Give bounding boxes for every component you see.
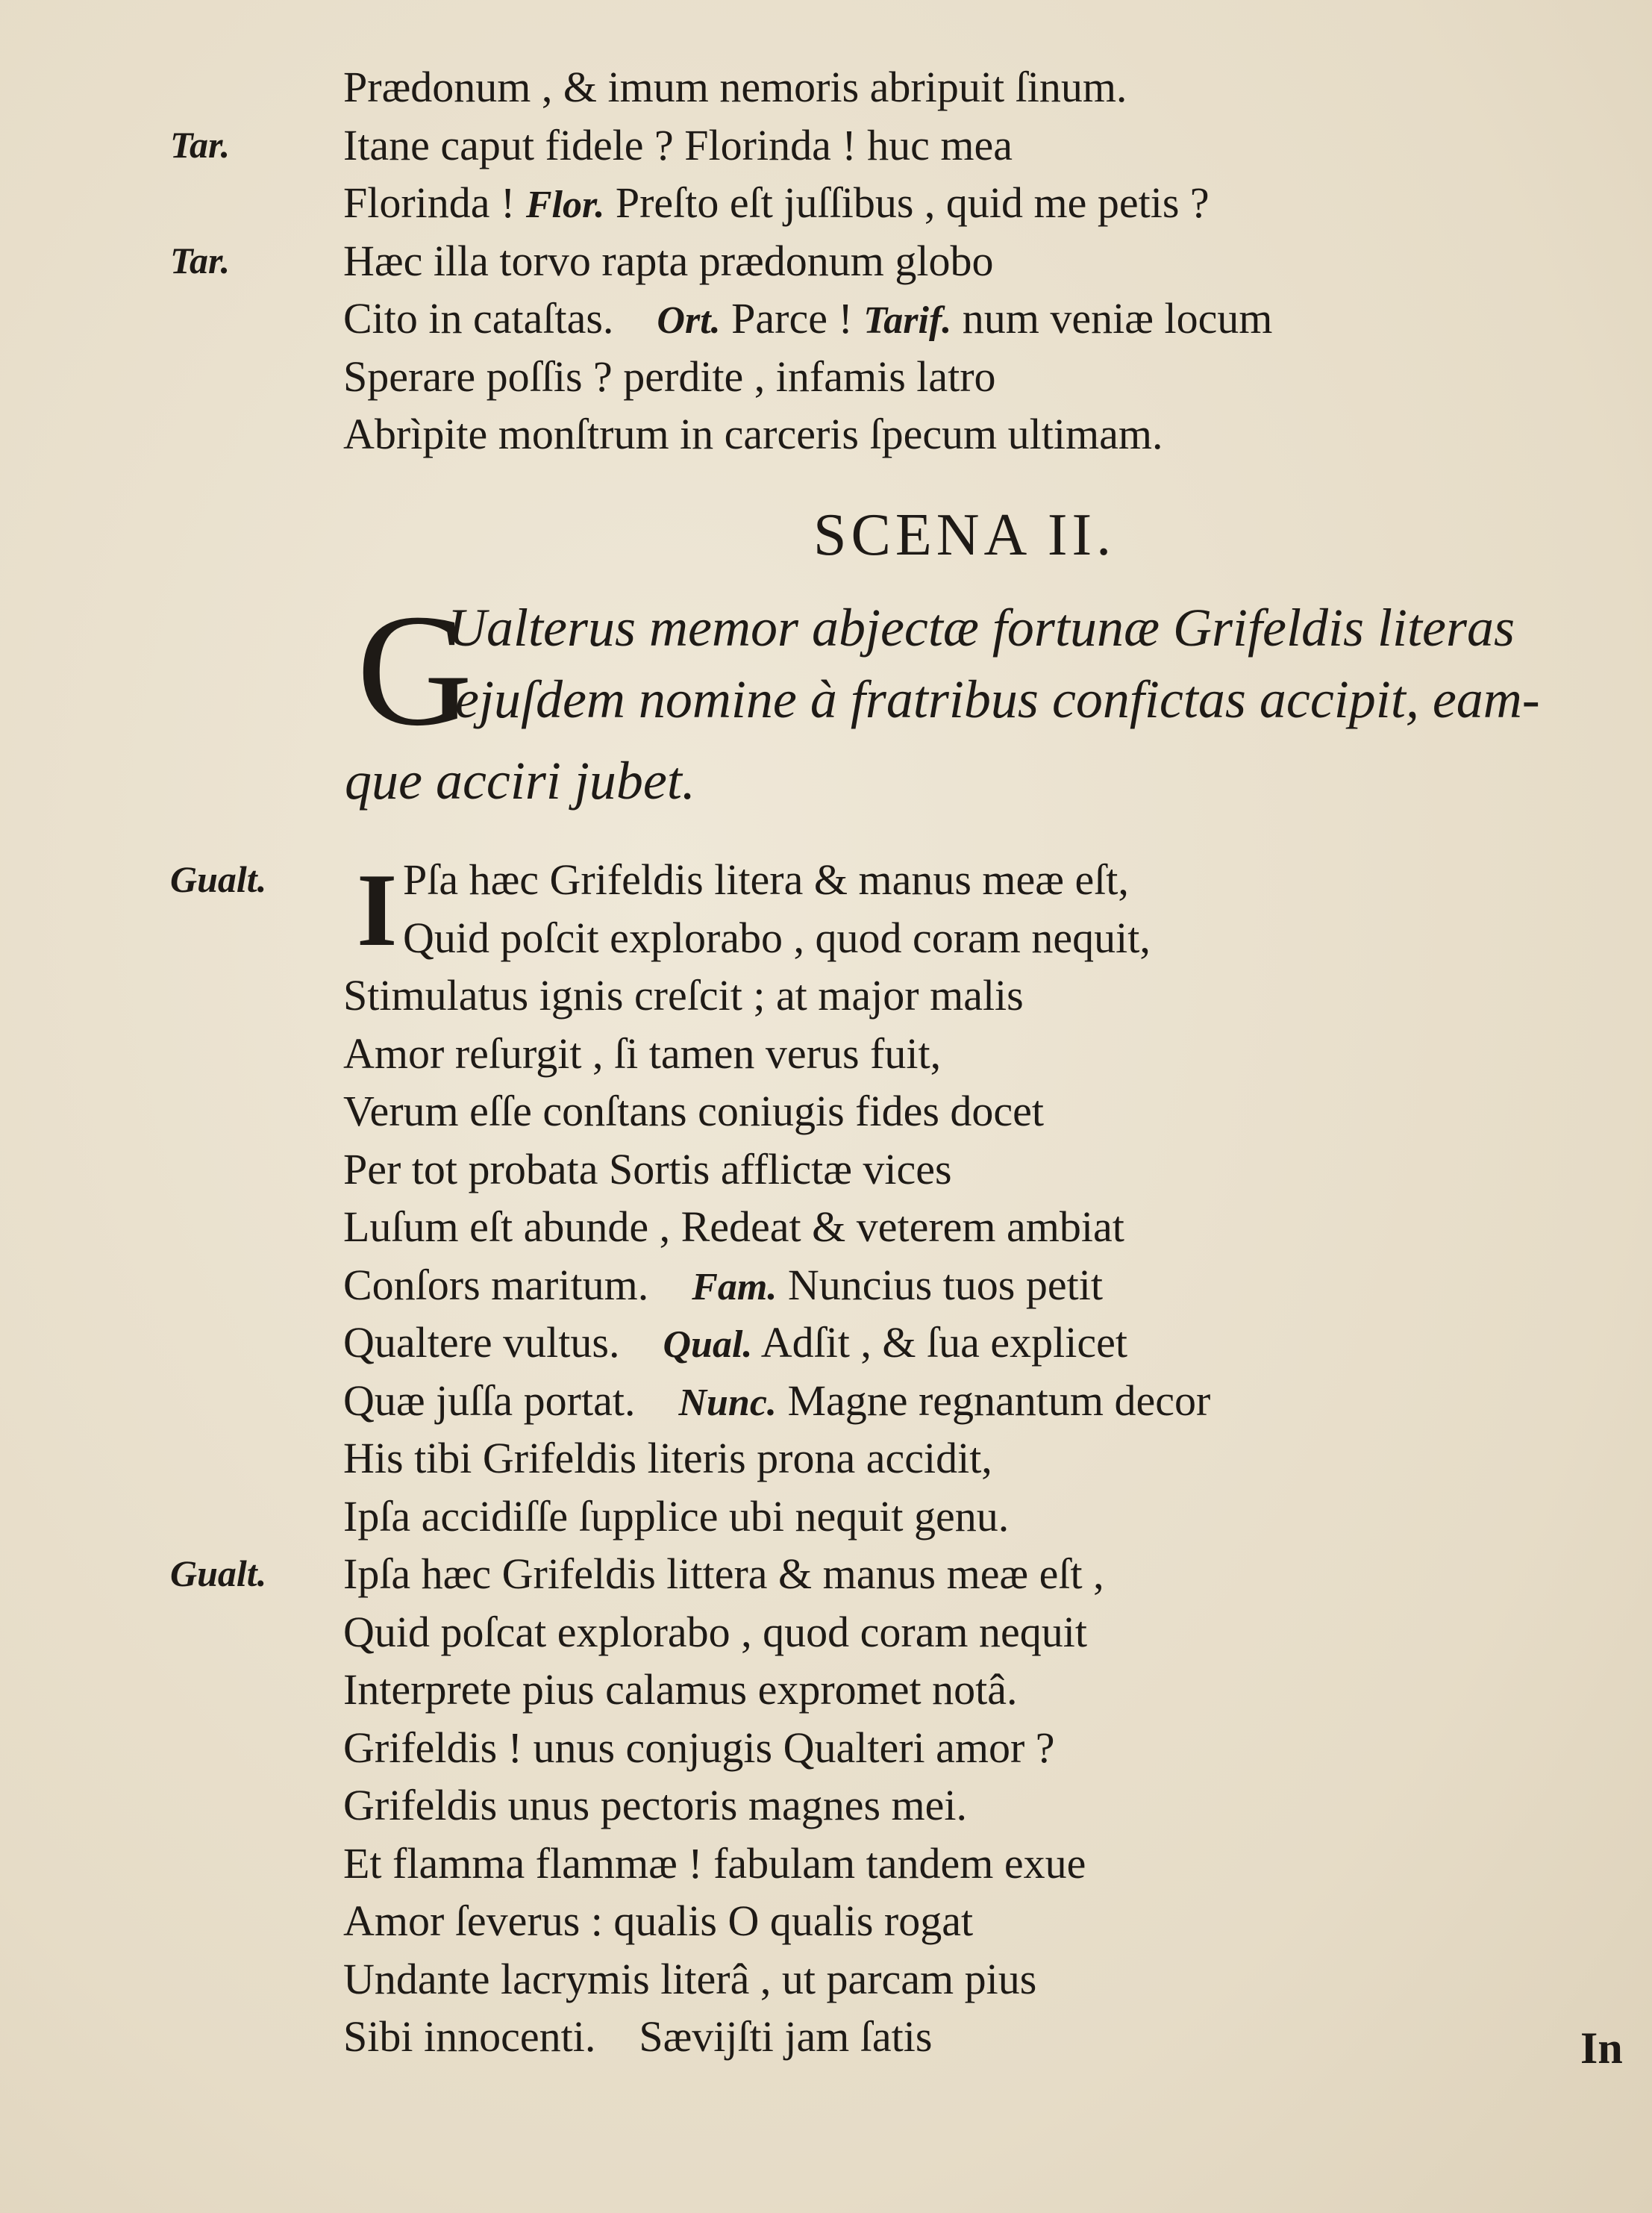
text-segment: Interprete pius calamus expromet notâ. [343,1665,1018,1714]
inline-speaker: Nunc. [678,1381,777,1424]
argument-line: Ualterus memor abjectæ fortunæ Grifeldis literas [448,598,1515,658]
text-segment: Luſum eſt abunde , Redeat & veterem ambiat [343,1202,1124,1251]
inline-speaker: Qual. [663,1323,753,1366]
verse-line [0,1082,1652,1140]
text-segment: Pſa hæc Grifeldis litera & manus meæ eſt, [403,855,1129,904]
line-text [343,1603,1087,1661]
text-segment: Itane caput fidele ? Florinda ! huc mea [343,120,1013,169]
text-segment: Hæc illa torvo rapta prædonum globo [343,236,994,285]
inline-speaker: Fam. [692,1265,777,1308]
line-text [343,1429,992,1488]
text-segment: Amor reſurgit , ſi tamen verus fuit, [343,1029,942,1078]
verse-line [0,1776,1652,1835]
verse-line [0,174,1652,232]
text-segment: Quid poſcit explorabo , quod coram nequit, [403,913,1151,962]
verse-line [0,1603,1652,1661]
verse-line [0,1950,1652,2008]
line-text [343,1719,1055,1777]
line-text [343,1545,1104,1603]
line-text [343,1661,1018,1719]
verse-drop-initial: I [357,852,398,968]
line-text [343,1835,1086,1893]
text-segment: Adſit , & ſua explicet [752,1318,1127,1367]
text-segment: Per tot probata Sortis afflictæ vices [343,1144,952,1193]
speaker-label: Tar. [170,123,231,166]
speaker-label: Gualt. [170,1552,267,1594]
verse-line [0,1025,1652,1083]
verse-line [0,1314,1652,1372]
line-text [403,851,1129,909]
text-segment: Grifeldis unus pectoris magnes mei. [343,1781,967,1829]
line-text [343,1198,1124,1256]
verse-line [0,1719,1652,1777]
text-segment: Amor ſeverus : qualis O qualis rogat [343,1897,974,1945]
line-text [343,1082,1044,1140]
line-text [403,909,1151,967]
inline-speaker: Flor. [525,184,605,226]
verse-line [0,1488,1652,1546]
verse-line [0,1661,1652,1719]
line-text [343,1372,1210,1432]
inline-speaker: Tarif. [863,299,952,342]
speaker-label: Tar. [170,239,231,281]
line-text [343,2008,932,2066]
text-segment: Undante lacrymis literâ , ut parcam pius [343,1954,1037,2003]
argument-line: que acciri jubet. [345,751,695,811]
scene-title: SCENA II. [813,502,1116,568]
text-segment: Sibi innocenti. Sævijſti jam ſatis [343,2012,933,2061]
verse-line [0,1372,1652,1430]
line-text [343,1025,941,1083]
verse-line [0,967,1652,1025]
line-text [343,1488,1009,1546]
text-segment: Ipſa accidiſſe ſupplice ubi nequit genu. [343,1491,1010,1541]
verse-line [0,1140,1652,1199]
verse-line [0,1429,1652,1488]
line-text [343,1776,967,1835]
line-text [343,232,993,290]
text-segment: Nuncius tuos petit [777,1260,1103,1309]
line-text [343,1892,973,1950]
verse-line [0,2008,1652,2066]
verse-line [0,1545,1652,1603]
verse-line [0,851,1652,909]
line-text [343,1256,1103,1317]
text-segment: Florinda ! [343,178,526,227]
text-segment: Ipſa hæc Grifeldis littera & manus meæ eſt , [343,1549,1104,1598]
text-segment: Conſors maritum. [343,1260,692,1309]
line-text [343,1950,1036,2008]
verse-line [0,232,1652,290]
text-segment: num veniæ locum [951,294,1273,343]
verse-line [0,909,1652,967]
text-segment: Quid poſcat explorabo , quod coram nequit [343,1607,1088,1656]
catchword: In [1580,2023,1623,2073]
inline-speaker: Ort. [657,299,721,342]
speaker-label: Gualt. [170,858,267,900]
argument-drop-initial: G [357,581,473,759]
verse-line [0,290,1652,348]
verse-line [0,1835,1652,1893]
text-segment: His tibi Grifeldis literis prona accidit, [343,1434,992,1482]
line-text [343,58,1127,116]
text-segment: Parce ! [720,294,864,343]
text-segment: Et flamma flammæ ! fabulam tandem exue [343,1838,1086,1888]
verse-line [0,1198,1652,1256]
verse-line [0,58,1652,116]
scene-verse-block [0,851,1652,2066]
text-segment: Qualtere vultus. [343,1318,663,1367]
text-segment: Prædonum , & imum nemoris abripuit ſinum. [343,63,1127,111]
text-segment: Verum eſſe conſtans coniugis fides docet [343,1087,1045,1135]
line-text [343,348,996,406]
top-verse-block [0,58,1652,463]
verse-line [0,1892,1652,1950]
verse-line [0,116,1652,175]
line-text [343,405,1163,463]
line-text [343,174,1210,234]
line-text [343,290,1272,350]
text-segment: Quæ juſſa portat. [343,1376,679,1425]
text-segment: Abrìpite monſtrum in carceris ſpecum ultimam. [343,410,1163,458]
text-segment: Magne regnantum decor [776,1376,1211,1425]
text-segment: Preſto eſt juſſibus , quid me petis ? [604,178,1210,227]
verse-line [0,405,1652,463]
text-segment: Cito in cataſtas. [343,294,657,343]
line-text [343,1314,1127,1374]
line-text [343,967,1024,1025]
text-segment: Stimulatus ignis creſcit ; at major malis [343,971,1024,1020]
line-text [343,1140,952,1199]
verse-line [0,1256,1652,1314]
argument-line: ejuſdem nomine à fratribus confictas accipit, eam- [455,669,1540,729]
text-segment: Sperare poſſis ? perdite , infamis latro [343,352,996,401]
line-text [343,116,1013,175]
text-segment: Grifeldis ! unus conjugis Qualteri amor ? [343,1723,1055,1772]
verse-line [0,348,1652,406]
